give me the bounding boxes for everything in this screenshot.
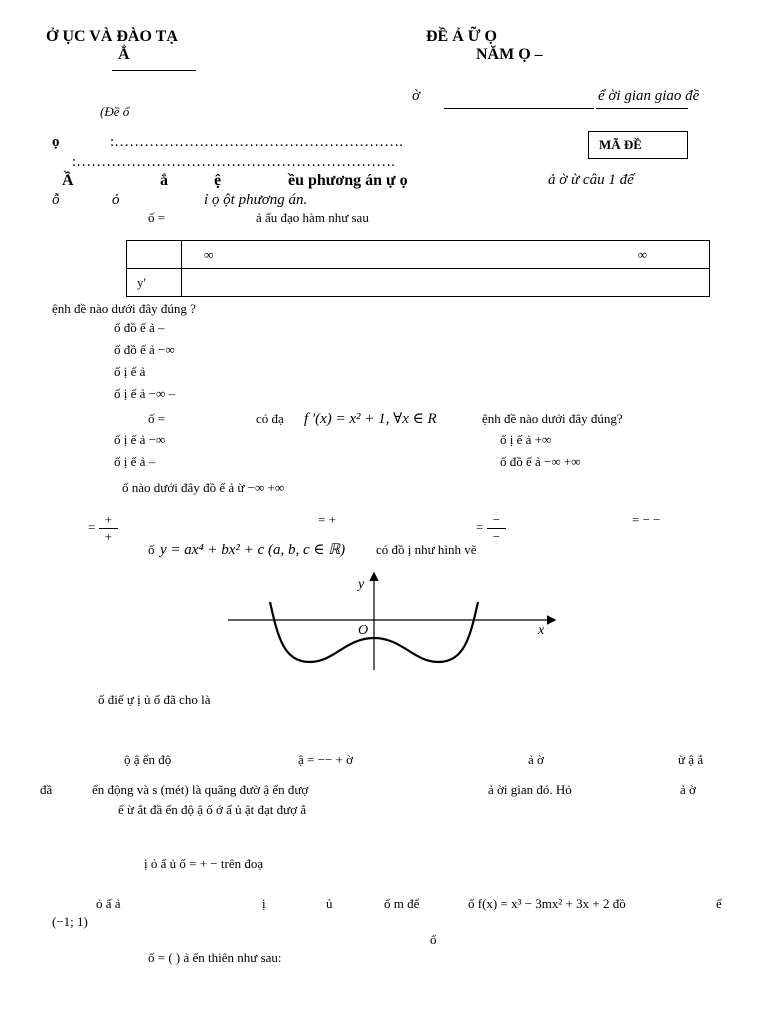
section-sub-c: ỉ ọ ột phương án. bbox=[204, 192, 308, 208]
table-row bbox=[127, 269, 710, 297]
q4-formula: y = ax⁴ + bx² + c (a, b, c ∈ ℝ) bbox=[160, 542, 346, 558]
q3-option-a bbox=[88, 512, 118, 545]
section-title-c: ệ bbox=[214, 172, 222, 189]
q2-stem-c: ệnh đề nào dưới đây đúng? bbox=[482, 411, 623, 426]
q1-question: ệnh đề nào dưới đây đúng ? bbox=[52, 301, 196, 316]
fraction-numerator: + bbox=[99, 512, 118, 529]
section-sub-b: ỏ bbox=[112, 192, 120, 208]
axis-x-label: x bbox=[538, 623, 545, 638]
exam-code-box bbox=[588, 131, 688, 159]
name-label: ọ bbox=[52, 134, 60, 150]
q1-option-b: ố đồ ế ả −∞ bbox=[114, 342, 175, 357]
q2-option-a: ố ị ế ả −∞ bbox=[114, 432, 166, 447]
q4-graph bbox=[226, 568, 566, 672]
q1-sign-table bbox=[126, 240, 710, 297]
q7-line1-e: ế bbox=[716, 896, 722, 911]
q1-option-d: ố ị ế ả −∞ – bbox=[114, 386, 176, 401]
fraction-denominator: + bbox=[104, 529, 112, 544]
time-underline bbox=[444, 108, 594, 109]
header-underline bbox=[112, 70, 196, 71]
table-row bbox=[127, 241, 710, 269]
q5-line1-b: ậ = −− + ờ bbox=[298, 752, 353, 767]
q7-line1-d: ố m để bbox=[384, 896, 420, 911]
q3-stem: ố nào dưới đây đồ ế ả ừ −∞ +∞ bbox=[122, 480, 285, 495]
q3-option-c-fraction bbox=[487, 512, 506, 545]
q3-option-d: = − − bbox=[632, 512, 661, 527]
header-dept-line1: Ở ỤC VÀ ĐÀO TẠ bbox=[46, 28, 178, 45]
header-exam-line1: ĐỀ Ả Ữ Ọ bbox=[426, 28, 497, 45]
pages-note: (Đề ổ bbox=[100, 104, 130, 119]
axis-y-label: y bbox=[358, 577, 365, 592]
table-cell bbox=[182, 269, 710, 297]
table-cell bbox=[182, 241, 710, 269]
q5-line2-a: đầ bbox=[40, 782, 53, 797]
q6-text: ị ỏ ấ ủ ố = + − trên đoạ bbox=[144, 856, 264, 871]
table-infinity-right: ∞ bbox=[637, 246, 647, 262]
section-title-d: ều phương án ự ọ bbox=[288, 172, 408, 189]
q7-line1-b: ị bbox=[262, 896, 266, 911]
q3-option-c-eq: = bbox=[476, 519, 484, 535]
q5-line1-c: ả ờ bbox=[528, 752, 544, 767]
q7-line3: ố bbox=[430, 932, 437, 947]
q4-stem-b: có đồ ị như hình vẽ bbox=[376, 542, 477, 557]
q8-text: ố = ( ) ả ến thiên như sau: bbox=[148, 950, 282, 965]
q4-question: ố điể ự ị ủ ố đã cho là bbox=[98, 692, 211, 707]
exam-code-label: MÃ ĐỀ bbox=[599, 137, 642, 152]
time-note-left: ờ bbox=[412, 88, 421, 104]
q7-line1-c: ủ bbox=[326, 896, 333, 911]
q2-stem-a: ố = bbox=[148, 411, 166, 426]
header-exam-line2: NĂM Ọ – bbox=[476, 46, 543, 63]
time-underline-2 bbox=[596, 108, 688, 109]
table-derivative-label: y' bbox=[127, 269, 182, 297]
fraction-numerator: − bbox=[487, 512, 506, 529]
q1-stem-b: ả ấu đạo hàm như sau bbox=[256, 210, 369, 225]
q1-option-a: ố đồ ế ả – bbox=[114, 320, 165, 335]
q3-option-a-eq: = bbox=[88, 519, 96, 535]
q2-option-b: ố ị ế ả +∞ bbox=[500, 432, 552, 447]
name-field-dots: :…………………………………………………. bbox=[110, 134, 403, 150]
q3-option-a-fraction bbox=[99, 512, 118, 545]
fraction-denominator: − bbox=[492, 529, 500, 544]
q2-stem-b: có đạ bbox=[256, 411, 284, 426]
table-infinity-left: ∞ bbox=[204, 246, 214, 262]
section-title-a: Ầ bbox=[62, 172, 74, 189]
q5-line2-d: ả ờ bbox=[680, 782, 696, 797]
time-note-right: ể ời gian giao đề bbox=[598, 88, 700, 104]
q3-option-b: = + bbox=[318, 512, 336, 527]
q7-line2: (−1; 1) bbox=[52, 914, 88, 929]
q5-line1-a: ộ ậ ển độ bbox=[124, 752, 172, 767]
q1-stem-a: ố = bbox=[148, 210, 166, 225]
q5-line3: ể ừ ắt đầ ển độ ậ ố ớ ấ ủ ật đạt đượ ắ bbox=[118, 802, 307, 817]
q5-line2-b: ển động và s (mét) là quãng đườ ậ ển đượ bbox=[92, 782, 309, 797]
q5-line2-c: ả ời gian đó. Hỏ bbox=[488, 782, 572, 797]
q5-line1-d: ừ ậ ắ bbox=[678, 752, 704, 767]
section-title-b: ắ bbox=[160, 172, 168, 189]
origin-label: O bbox=[358, 623, 369, 638]
section-title-e: ả ờ ừ câu 1 đế bbox=[548, 172, 634, 188]
q2-option-c: ố ị ế ả – bbox=[114, 454, 156, 469]
header-dept-line2: Ắ bbox=[118, 46, 130, 63]
q2-option-d: ố đồ ế ả −∞ +∞ bbox=[500, 454, 581, 469]
table-cell bbox=[127, 241, 182, 269]
q4-stem-a: ố bbox=[148, 542, 155, 557]
id-field-dots: :………………………………………………………. bbox=[72, 154, 395, 170]
q1-option-c: ố ị ế ả bbox=[114, 364, 146, 379]
q3-option-c bbox=[476, 512, 506, 545]
q2-formula: f '(x) = x² + 1, ∀x ∈ R bbox=[304, 411, 437, 427]
section-sub-a: ỗ bbox=[52, 192, 60, 208]
q7-formula: ố f(x) = x³ − 3mx² + 3x + 2 đồ bbox=[468, 896, 626, 911]
q7-line1-a: ỏ ấ ả bbox=[96, 896, 121, 911]
